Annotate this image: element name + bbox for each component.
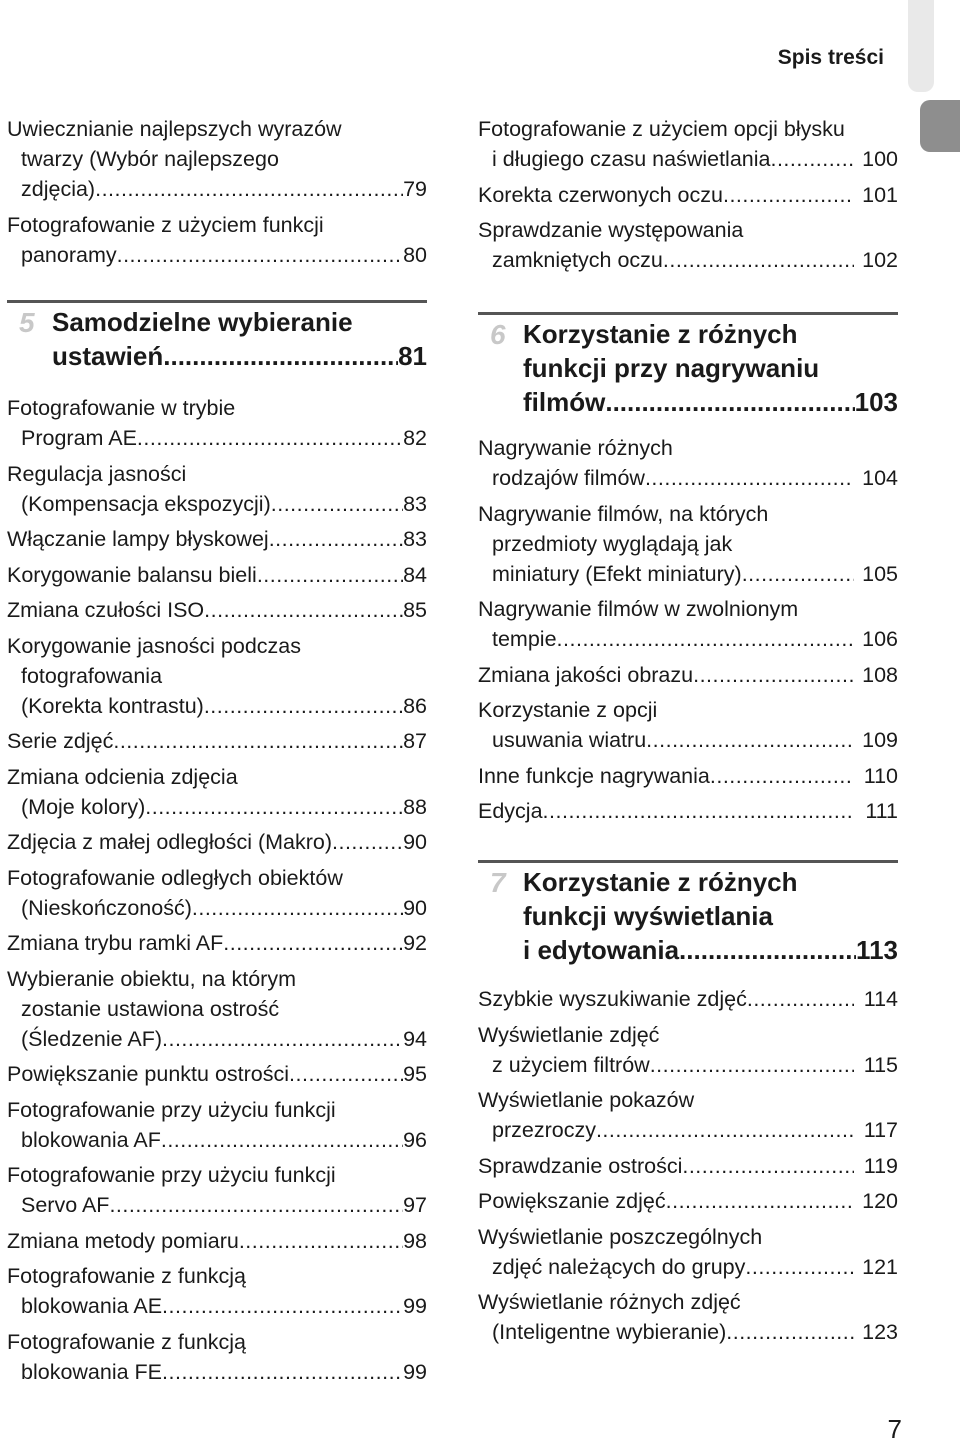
toc-entry[interactable] [7, 827, 427, 857]
toc-entry[interactable] [478, 433, 898, 493]
toc-entry[interactable] [7, 524, 427, 554]
dot-leader [710, 761, 854, 791]
toc-entry-text: blokowania AE [21, 1294, 163, 1318]
chapter-tab-light [908, 0, 934, 92]
dot-leader [109, 1190, 403, 1220]
dot-leader [204, 691, 403, 721]
toc-page-number: 101 [862, 182, 898, 207]
toc-entry-text: i długiego czasu naświetlania [492, 147, 771, 171]
toc-entry-text: Fotografowanie z funkcją [7, 1264, 247, 1288]
toc-entry[interactable] [478, 695, 898, 755]
toc-entry[interactable] [7, 1160, 427, 1220]
toc-entry[interactable] [7, 928, 427, 958]
dot-leader [645, 463, 854, 493]
dot-leader [770, 144, 854, 174]
section-5-header [7, 300, 427, 385]
toc-entry-text: (Śledzenie AF) [21, 1026, 163, 1051]
toc-page-number: 104 [862, 466, 898, 490]
toc-entry-text: Fotografowanie z użyciem funkcji [7, 212, 324, 237]
toc-page-number: 100 [862, 147, 898, 171]
toc-entry-text: (Nieskończoność) [21, 895, 192, 920]
toc-entry-text: Uwiecznianie najlepszych wyrazów [7, 117, 342, 141]
toc-page-number: 85 [403, 598, 427, 622]
toc-entry-text: blokowania AF [21, 1127, 161, 1152]
toc-entry-text: Program AE [21, 426, 137, 450]
toc-page-number: 96 [403, 1127, 427, 1152]
toc-entry-text: Wyświetlanie zdjęć [478, 1022, 660, 1047]
toc-entry[interactable] [7, 1059, 427, 1089]
toc-page-number: 84 [403, 562, 427, 587]
toc-page-number: 83 [403, 491, 427, 516]
toc-entry-text: Inne funkcje nagrywania [478, 763, 710, 788]
toc-entry[interactable] [478, 180, 898, 210]
toc-entry-text: Edycja [478, 799, 543, 823]
section-title-text: funkcji wyświetlania [523, 901, 773, 931]
toc-entry-text: Zmiana metody pomiaru [7, 1228, 239, 1253]
toc-entry[interactable] [478, 1186, 898, 1216]
toc-page-number: 119 [863, 1153, 898, 1178]
section-number: 7 [490, 867, 506, 898]
section-title[interactable] [52, 305, 427, 373]
toc-entry-text: Wybieranie obiektu, na którym [7, 966, 296, 991]
section-title-text: filmów [523, 387, 606, 417]
section-title-text: funkcji przy nagrywaniu [523, 353, 820, 383]
section-page-number: 81 [398, 341, 427, 371]
toc-entry-text: przedmioty wyglądają jak [492, 531, 733, 556]
toc-entry-text: Regulacja jasności [7, 461, 187, 486]
dot-leader [745, 1252, 854, 1282]
dot-leader [663, 245, 854, 275]
section-title-text: ustawień [52, 341, 164, 371]
toc-entry-text: Szybkie wyszukiwanie zdjęć [478, 987, 747, 1011]
toc-entry-text: Korygowanie jasności podczas [7, 633, 301, 658]
toc-entry[interactable] [7, 631, 427, 721]
dot-leader [646, 725, 854, 755]
toc-entry[interactable] [7, 1261, 427, 1321]
toc-entry-text: panoramy [21, 242, 117, 267]
toc-entry-text: Wyświetlanie różnych zdjęć [478, 1290, 741, 1314]
section-title-text: Korzystanie z różnych [523, 319, 798, 349]
toc-entry-text: fotografowania [21, 663, 163, 688]
toc-entry-text: Serie zdjęć [7, 729, 114, 753]
toc-entry-text: Nagrywanie filmów, na których [478, 501, 769, 526]
toc-page-number: 90 [403, 895, 427, 920]
toc-entry[interactable] [7, 459, 427, 519]
section-6-header [478, 312, 898, 431]
toc-entry-text: Włączanie lampy błyskowej [7, 527, 269, 551]
section-title-text: Korzystanie z różnych [523, 867, 798, 897]
toc-entry-text: Fotografowanie z funkcją [7, 1329, 247, 1354]
toc-entry-text: zostanie ustawiona ostrość [21, 996, 280, 1021]
toc-entry-text: Zmiana jakości obrazu [478, 662, 694, 687]
toc-entry[interactable] [7, 964, 427, 1054]
toc-page-number: 80 [403, 242, 427, 267]
toc-page-number: 83 [403, 527, 427, 551]
toc-entry-text: Powiększanie zdjęć [478, 1189, 666, 1213]
toc-page-number: 99 [403, 1294, 427, 1318]
toc-page-number: 92 [403, 931, 427, 955]
toc-page-number: 120 [862, 1189, 898, 1213]
toc-entry[interactable] [478, 1151, 898, 1181]
toc-entry[interactable] [478, 796, 898, 826]
dot-leader [162, 1024, 403, 1054]
toc-entry[interactable] [7, 1095, 427, 1155]
toc-entry-text: zdjęć należących do grupy [492, 1254, 746, 1279]
dot-leader [257, 560, 403, 590]
toc-entry-text: (Inteligentne wybieranie) [492, 1320, 727, 1344]
dot-leader [271, 489, 403, 519]
toc-entry-text: (Kompensacja ekspozycji) [21, 491, 271, 516]
toc-entry-text: Korzystanie z opcji [478, 698, 658, 722]
section-7-header [478, 860, 898, 979]
toc-page-number: 106 [862, 627, 898, 651]
dot-leader [163, 339, 398, 373]
toc-entry[interactable] [478, 215, 898, 275]
toc-entry-text: Wyświetlanie pokazów [478, 1088, 695, 1112]
toc-page-number: 87 [403, 729, 427, 753]
section-title[interactable] [523, 317, 898, 419]
toc-entry-text: miniatury (Efekt miniatury) [492, 561, 742, 586]
toc-entry-text: przezroczy [492, 1118, 596, 1142]
dot-leader [596, 1115, 854, 1145]
toc-entry[interactable] [7, 1327, 427, 1387]
toc-entry[interactable] [7, 560, 427, 590]
toc-entry[interactable] [478, 1222, 898, 1282]
toc-page-number: 123 [862, 1320, 898, 1344]
dot-leader [269, 524, 403, 554]
dot-leader [682, 1151, 854, 1181]
dot-leader [192, 893, 403, 923]
toc-page-number: 86 [403, 693, 427, 718]
toc-page-number: 99 [403, 1359, 427, 1384]
toc-entry-text: Sprawdzanie występowania [478, 218, 744, 242]
dot-leader [723, 180, 854, 210]
toc-entry-text: (Korekta kontrastu) [21, 693, 204, 718]
toc-entry-text: blokowania FE [21, 1359, 163, 1384]
toc-entry-text: Wyświetlanie poszczególnych [478, 1224, 763, 1249]
dot-leader [742, 559, 854, 589]
toc-entry-text: zamkniętych oczu [492, 248, 663, 272]
section-title-text: i edytowania [523, 935, 680, 965]
toc-entry-text: Servo AF [21, 1193, 110, 1217]
toc-entry[interactable] [7, 1226, 427, 1256]
toc-entry[interactable] [478, 984, 898, 1014]
dot-leader [289, 1059, 403, 1089]
toc-entry[interactable] [7, 863, 427, 923]
dot-leader [747, 984, 854, 1014]
dot-leader [113, 726, 403, 756]
toc-page-number: 88 [403, 794, 427, 819]
toc-page-number: 90 [403, 830, 427, 854]
toc-entry-text: Fotografowanie przy użyciu funkcji [7, 1097, 336, 1122]
toc-page-number: 115 [863, 1052, 898, 1077]
dot-leader [650, 1050, 854, 1080]
toc-entry-text: Sprawdzanie ostrości [478, 1153, 683, 1178]
section-page-number: 113 [856, 935, 898, 965]
toc-page-number: 102 [862, 248, 898, 272]
toc-page-number: 121 [862, 1254, 898, 1279]
section-title[interactable] [523, 865, 898, 967]
dot-leader [95, 174, 403, 204]
toc-entry-text: z użyciem filtrów [492, 1052, 650, 1077]
dot-leader [137, 423, 403, 453]
toc-entry-text: Fotografowanie w trybie [7, 396, 236, 420]
toc-page-number: 82 [403, 426, 427, 450]
toc-page-number: 105 [862, 561, 898, 586]
dot-leader [162, 1291, 403, 1321]
toc-entry[interactable] [478, 114, 898, 174]
dot-leader [543, 796, 854, 826]
toc-entry-text: Zmiana trybu ramki AF [7, 931, 224, 955]
toc-page-number: 98 [403, 1228, 427, 1253]
toc-page-number: 108 [862, 662, 898, 687]
toc-entry[interactable] [7, 762, 427, 822]
dot-leader [726, 1317, 854, 1347]
toc-entry-text: usuwania wiatru [492, 728, 647, 752]
toc-entry-text: Zdjęcia z małej odległości (Makro) [7, 830, 332, 854]
toc-entry[interactable] [7, 726, 427, 756]
toc-entry-text: rodzajów filmów [492, 466, 645, 490]
toc-entry-text: Nagrywanie różnych [478, 436, 673, 460]
dot-leader [679, 933, 856, 967]
dot-leader [162, 1357, 403, 1387]
dot-leader [666, 1186, 854, 1216]
toc-entry[interactable] [478, 1287, 898, 1347]
toc-entry[interactable] [7, 210, 427, 270]
dot-leader [117, 240, 403, 270]
toc-entry[interactable] [478, 499, 898, 589]
toc-entry[interactable] [478, 660, 898, 690]
toc-entry[interactable] [7, 393, 427, 453]
toc-entry-text: Fotografowanie odległych obiektów [7, 865, 343, 890]
dot-leader [693, 660, 854, 690]
toc-entry-text: (Moje kolory) [21, 794, 146, 819]
toc-entry-text: Korekta czerwonych oczu [478, 182, 723, 207]
toc-entry-text: Korygowanie balansu bieli [7, 562, 257, 587]
page-number: 7 [887, 1414, 902, 1444]
dot-leader [204, 595, 403, 625]
page-header-title: Spis treści [777, 46, 884, 69]
toc-entry-text: Zmiana odcienia zdjęcia [7, 764, 238, 789]
dot-leader [605, 385, 854, 419]
toc-page-number: 94 [403, 1026, 427, 1051]
section-number: 6 [490, 319, 506, 350]
toc-page-number: 111 [865, 799, 898, 823]
section-title-text: Samodzielne wybieranie [52, 307, 353, 337]
toc-entry-text: tempie [492, 627, 557, 651]
toc-entry[interactable] [478, 1085, 898, 1145]
chapter-tab-dark [920, 100, 960, 152]
toc-entry[interactable] [478, 594, 898, 654]
toc-entry[interactable] [478, 1020, 898, 1080]
toc-entry[interactable] [478, 761, 898, 791]
dot-leader [161, 1125, 403, 1155]
toc-entry-text: Nagrywanie filmów w zwolnionym [478, 597, 799, 621]
toc-page-number: 97 [403, 1193, 427, 1217]
section-page-number: 103 [854, 387, 898, 417]
toc-entry[interactable] [7, 595, 427, 625]
dot-leader [145, 792, 403, 822]
toc-page-number: 117 [863, 1118, 898, 1142]
toc-entry[interactable] [7, 114, 427, 204]
toc-entry-text: Fotografowanie przy użyciu funkcji [7, 1163, 336, 1187]
toc-entry-text: Fotografowanie z użyciem opcji błysku [478, 117, 845, 141]
toc-entry-text: Zmiana czułości ISO [7, 598, 205, 622]
dot-leader [239, 1226, 403, 1256]
toc-entry-text: zdjęcia) [21, 177, 96, 201]
toc-page-number: 95 [403, 1062, 427, 1086]
dot-leader [557, 624, 854, 654]
section-number: 5 [19, 307, 35, 338]
toc-entry-text: twarzy (Wybór najlepszego [21, 147, 279, 171]
toc-page-number: 109 [862, 728, 898, 752]
dot-leader [332, 827, 403, 857]
toc-page-number: 79 [403, 177, 427, 201]
toc-page-number: 110 [863, 763, 898, 788]
dot-leader [223, 928, 403, 958]
toc-page-number: 114 [863, 987, 898, 1011]
toc-entry-text: Powiększanie punktu ostrości [7, 1062, 290, 1086]
